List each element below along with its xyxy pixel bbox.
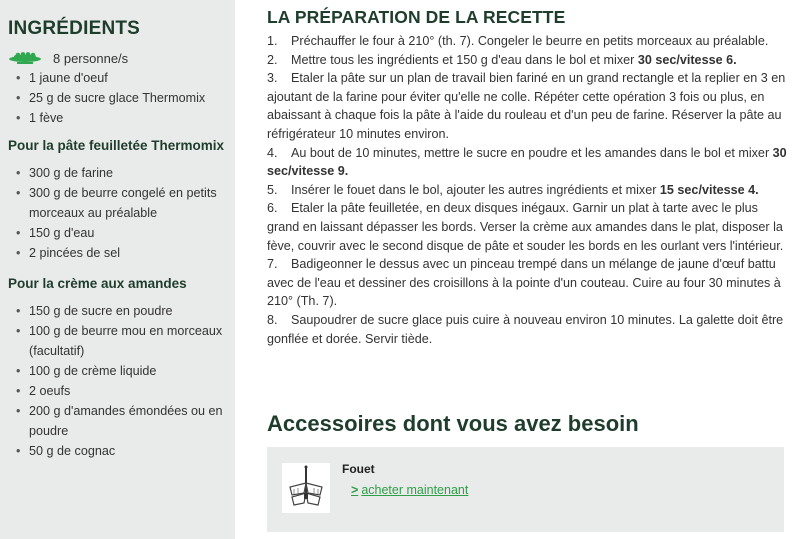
step-item [267,69,787,143]
step-item [267,181,787,200]
ingredient-item: • 200 g d'amandes émondées ou en poudre [16,401,227,441]
step-text: Badigeonner le dessus avec un pinceau trempé dans un mélange de jaune d'œuf battu avec de l'eau et dessiner des croisillons à la pointe d'un couteau. Cuire au four 30 minutes à 210° (Th. 7). [267,257,781,309]
step-number: 5. [267,182,278,197]
accessory-card [267,447,784,532]
preparation-section [267,0,787,348]
ingredient-item: • 25 g de sucre glace Thermomix [16,88,227,108]
ingredient-item: • 300 g de farine [16,163,227,183]
step-item [267,199,787,255]
step-number: 3. [267,71,278,86]
step-item [267,311,787,348]
step-number: 4. [267,145,278,160]
ingredient-list-almond-cream [8,301,227,461]
preparation-title: LA PRÉPARATION DE LA RECETTE [267,7,566,27]
step-text: Préchauffer le four à 210° (th. 7). Congeler le beurre en petits morceaux au préalable. [291,34,769,48]
step-text: Etaler la pâte feuilletée, en deux disques inégaux. Garnir un plat à tarte avec le plus grand en laissant dépasser les bords. Verser la crème aux amandes dans le plat, disposer la fève, couvrir avec le second disque de pâte et souder les bords en les ourlant vers l'intérieur. [267,201,784,253]
step-number: 6. [267,201,278,216]
accessory-thumbnail[interactable] [282,463,330,513]
step-text: Au bout de 10 minutes, mettre le sucre en poudre et les amandes dans le bol et mixer [291,145,773,160]
step-bold: 15 sec/vitesse 4. [659,182,759,197]
step-number: 1. [267,34,278,48]
step-text: Saupoudrer de sucre glace puis cuire à nouveau environ 10 minutes. La galette doit être gonflée et dorée. Servir tiède. [267,312,784,346]
ingredient-item: • 1 jaune d'oeuf [16,68,227,88]
whisk-icon [282,463,330,513]
step-item [267,51,787,70]
step-text: Insérer le fouet dans le bol, ajouter les autres ingrédients et mixer [291,182,660,197]
ingredient-list-pastry [8,163,227,263]
step-text: Mettre tous les ingrédients et 150 g d'eau dans le bol et mixer [291,52,638,67]
ingredient-group-heading: Pour la pâte feuilletée Thermomix [8,138,225,153]
step-item [267,255,787,311]
ingredient-list-base [8,68,227,128]
ingredient-item: • 100 g de beurre mou en morceaux (facultatif) [16,321,227,361]
servings-count: 8 personne/s [53,50,129,66]
ingredient-item: • 300 g de beurre congelé en petits morceaux au préalable [16,183,227,223]
ingredient-group-heading: Pour la crème aux amandes [8,276,187,291]
buy-now-link[interactable] [351,483,468,497]
step-number: 2. [267,52,278,67]
ingredient-item: • 1 fève [16,108,227,128]
ingredient-item: • 2 oeufs [16,381,227,401]
dish-icon [8,51,42,65]
chevron-right-icon: > [351,483,359,497]
ingredient-item: • 150 g d'eau [16,223,227,243]
ingredients-title: INGRÉDIENTS [8,18,141,39]
step-bold: 30 sec/vitesse 9. [267,145,787,179]
accessory-name: Fouet [342,462,375,476]
accessories-title: Accessoires dont vous avez besoin [267,411,639,436]
servings-row [8,48,227,68]
buy-now-label: acheter maintenant [361,483,469,497]
step-item [267,144,787,181]
ingredient-item: • 50 g de cognac [16,441,227,461]
step-number: 7. [267,257,278,272]
ingredient-item: • 100 g de crème liquide [16,361,227,381]
ingredients-sidebar [0,0,235,539]
ingredient-item: • 2 pincées de sel [16,243,227,263]
step-bold: 30 sec/vitesse 6. [637,52,737,67]
preparation-steps [267,32,787,348]
step-number: 8. [267,312,278,327]
ingredient-item: • 150 g de sucre en poudre [16,301,227,321]
step-text: Etaler la pâte sur un plan de travail bien fariné en un grand rectangle et la replier en 3 en ajoutant de la farine pour éviter qu'elle ne colle. Répéter cette opération 3 fois ou plus, en abaissant à chaque fois la pâte à l'aide du rouleau et d'un peu de farine. Réserver la pâte au réfrigérateur 10 minutes environ. [267,71,786,141]
step-item [267,32,787,51]
